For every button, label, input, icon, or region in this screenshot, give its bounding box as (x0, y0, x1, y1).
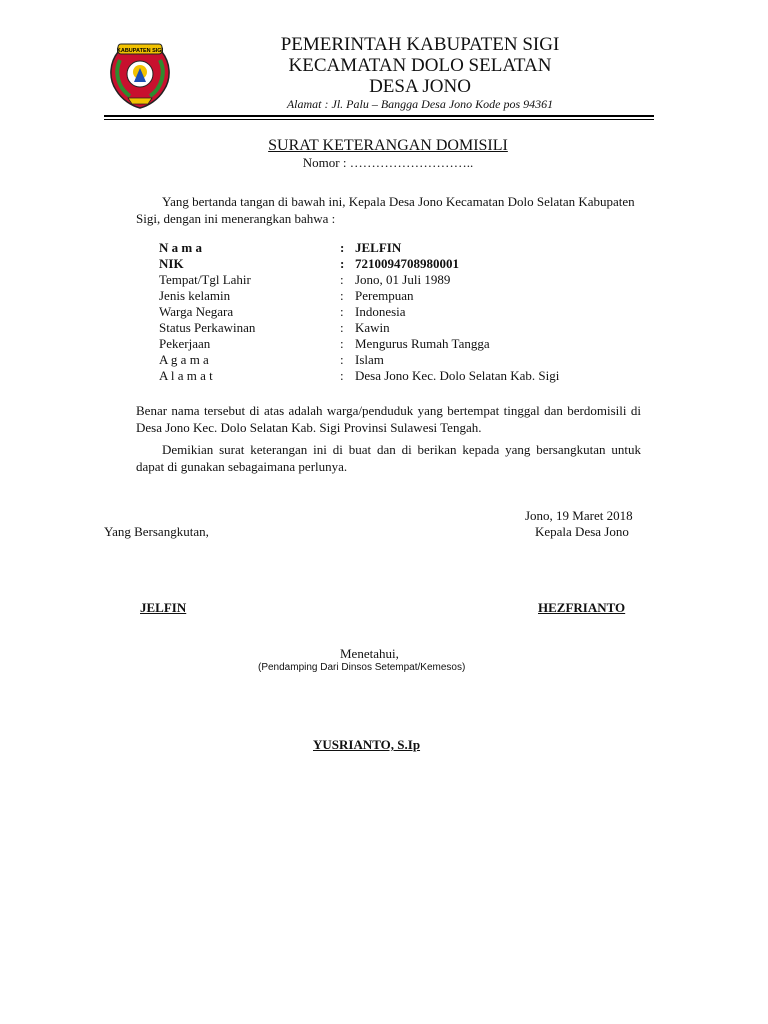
header-address: Alamat : Jl. Palu – Bangga Desa Jono Kode pos 94361 (286, 97, 554, 111)
field-label: NIK (159, 256, 184, 271)
acknowledged-subtitle: (Pendamping Dari Dinsos Setempat/Kemesos) (258, 662, 466, 673)
field-value: Mengurus Rumah Tangga (355, 336, 490, 351)
kabupaten-sigi-logo (104, 38, 176, 110)
field-value: 7210094708980001 (355, 256, 459, 271)
field-colon: : (340, 336, 344, 351)
field-label: Warga Negara (159, 304, 234, 319)
field-value: Kawin (355, 320, 390, 335)
intro-paragraph: Yang bertanda tangan di bawah ini, Kepala Desa Jono Kecamatan Dolo Selatan Kabupaten Sigi, dengan ini menerangkan bahwa : (136, 194, 635, 226)
place-date: Jono, 19 Maret 2018 (525, 508, 633, 523)
document-title (188, 137, 588, 155)
header-rule-thin (104, 119, 654, 120)
field-colon: : (340, 240, 345, 255)
field-label: Jenis kelamin (159, 288, 231, 303)
closing-paragraph: Demikian surat keterangan ini di buat dan di berikan kepada yang bersangkutan untuk dapat di gunakan sebagaimana perlunya. (136, 442, 641, 474)
field-value: Jono, 01 Juli 1989 (355, 272, 451, 287)
residence-statement-paragraph: Benar nama tersebut di atas adalah warga/penduduk yang bertempat tinggal dan berdomisili di Desa Jono Kec. Dolo Selatan Kab. Sigi Provinsi Sulawesi Tengah. (136, 403, 641, 435)
field-value: Desa Jono Kec. Dolo Selatan Kab. Sigi (355, 368, 560, 383)
field-colon: : (340, 288, 344, 303)
document-number: Nomor : ……………………….. (302, 155, 474, 170)
header-rule-thick (104, 115, 654, 117)
left-signer-name: JELFIN (140, 600, 187, 615)
field-label: A l a m a t (159, 368, 213, 383)
right-signer-role: Kepala Desa Jono (535, 524, 629, 539)
field-value: Islam (355, 352, 384, 367)
field-label: Tempat/Tgl Lahir (159, 272, 251, 287)
field-value: Perempuan (355, 288, 414, 303)
field-colon: : (340, 320, 344, 335)
svg-text:KABUPATEN SIGI: KABUPATEN SIGI (116, 48, 164, 54)
header-line-2: KECAMATAN DOLO SELATAN (288, 55, 552, 76)
acknowledged-label: Menetahui, (340, 646, 399, 661)
right-signer-name: HEZFRIANTO (538, 600, 626, 615)
field-label: A g a m a (159, 352, 209, 367)
left-signer-role: Yang Bersangkutan, (104, 524, 209, 539)
field-value: Indonesia (355, 304, 406, 319)
field-label: N a m a (159, 240, 202, 255)
field-colon: : (340, 256, 345, 271)
field-label: Pekerjaan (159, 336, 211, 351)
header-line-1: PEMERINTAH KABUPATEN SIGI (280, 34, 560, 55)
field-colon: : (340, 272, 344, 287)
document-title-text: SURAT KETERANGAN DOMISILI (268, 137, 508, 154)
field-label: Status Perkawinan (159, 320, 256, 335)
field-colon: : (340, 304, 344, 319)
field-colon: : (340, 352, 344, 367)
field-colon: : (340, 368, 344, 383)
acknowledger-name: YUSRIANTO, S.Ip (313, 737, 421, 752)
header-line-3: DESA JONO (369, 76, 471, 97)
field-value: JELFIN (355, 240, 402, 255)
